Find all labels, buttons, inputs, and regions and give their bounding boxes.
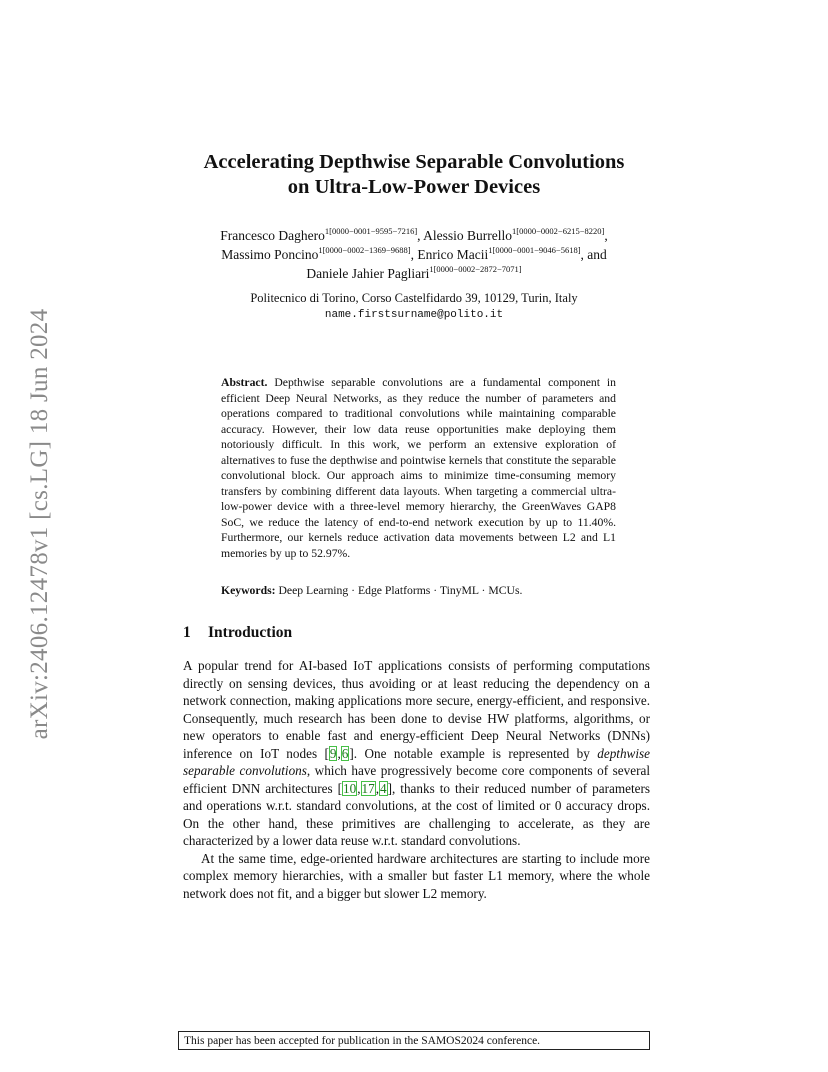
affiliation: Politecnico di Torino, Corso Castelfidardo 39, 10129, Turin, Italy: [250, 291, 578, 305]
text-run: ,: [337, 745, 341, 761]
emphasis: depthwise separable convolutions: [183, 745, 650, 778]
body-text: [183, 657, 650, 902]
author-orcid: 1[0000−0002−1369−9688]: [318, 245, 411, 255]
author-line-3: [0, 264, 828, 283]
section-title: Introduction: [208, 624, 293, 641]
abstract-text: Depthwise separable convolutions are a fundamental component in efficient Deep Neural Networks, as they reduce the number of parameters and operations compared to traditional convolutions while maintaining comparable accuracy. However, their low data reuse opportunities make deploying them notoriously difficult. In this work, we perform an extensive exploration of alternatives to fuse the depthwise and pointwise kernels that constitute the separable convolutional block. Our approach aims to minimize time-consuming memory transfers by combining different data layouts. When targeting a commercial ultra-low-power device with a three-level memory hierarchy, the GreenWaves GAP8 SoC, we reduce the latency of end-to-end network execution by up to 11.40%. Furthermore, our kernels reduce activation data movements between L2 and L1 memories by up to 52.97%.: [221, 376, 617, 560]
affiliation-block: [0, 290, 828, 324]
author-line-2: Massimo Poncino$^{1[0000-0002-1369-9688]}$, Enrico Macii$^{1[0000-0001-9046-5618]}$, and: [221, 245, 607, 262]
abstract-label: Abstract.: [221, 376, 268, 389]
paragraph-1: [183, 657, 650, 850]
author-name: Alessio Burrello: [423, 228, 513, 243]
author-name: Daniele Jahier Pagliari: [306, 266, 430, 281]
title-line-1: Accelerating Depthwise Separable Convolutions: [203, 151, 625, 173]
text-run: ]. One notable example is represented by: [349, 745, 598, 761]
author-name: Massimo Poncino: [221, 247, 319, 262]
section-number: 1: [183, 624, 191, 641]
author-name: Francesco Daghero: [220, 228, 325, 243]
citation-link[interactable]: 6: [341, 745, 349, 761]
author-orcid: 1[0000−0001−9046−5618]: [488, 245, 581, 255]
section-heading: [183, 624, 292, 642]
text-run: ], thanks to their reduced number of parameters and operations w.r.t. standard convolutions, at the cost of limited or 0 accuracy drops. On the other hand, these primitives are challenging to accelerate, as they are characterized by a lower data reuse w.r.t. standard convolutions.: [183, 780, 651, 848]
paper-title: [0, 150, 828, 200]
author-list: [0, 226, 828, 283]
author-orcid: 1[0000−0002−6215−8220]: [512, 226, 605, 236]
email-address[interactable]: name.firstsurname@polito.it: [324, 309, 504, 321]
abstract: [221, 375, 616, 561]
text-run: A popular trend for AI-based IoT applications consists of performing computations directly on sensing devices, thus avoiding or at least reducing the dependency on a network connection, making applications more secure, energy-efficient, and responsive. Consequently, much research has been done to devise HW platforms, algorithms, or new operators to enable fast and energy-efficient Deep Neural Networks (DNNs) inference on IoT nodes [: [183, 658, 650, 761]
publication-note: This paper has been accepted for publication in the SAMOS2024 conference.: [184, 1035, 541, 1047]
citation-link[interactable]: 4: [380, 780, 387, 796]
publication-note-box: [178, 1031, 650, 1050]
author-orcid: 1[0000−0001−9595−7216]: [324, 226, 418, 236]
text-run: ,: [375, 780, 379, 796]
author-line-1: Francesco Daghero$^{1[0000-0001-9595-7216]}$, Alessio Burrello$^{1[0000-0002-6215-8220]}$,: [220, 226, 608, 243]
author-orcid: 1[0000−0002−2872−7071]: [429, 264, 522, 274]
keywords-text: Deep Learning · Edge Platforms · TinyML · MCUs.: [278, 584, 523, 597]
text-run: ,: [357, 780, 361, 796]
keywords: [221, 583, 616, 599]
text-run: , which have progressively become core components of several efficient DNN architectures [: [183, 763, 650, 796]
citation-link[interactable]: 10: [343, 780, 357, 796]
author-name: Enrico Macii: [417, 247, 489, 262]
citation-link[interactable]: 9: [329, 745, 337, 761]
keywords-label: Keywords:: [221, 584, 276, 597]
paragraph-2: At the same time, edge-oriented hardware architectures are starting to include more complex memory hierarchies, with a smaller but faster L1 memory, where the whole network does not fit, and a bigger but slower L2 memory.: [183, 850, 650, 901]
arxiv-identifier-stamp: arXiv:2406.12478v1 [cs.LG] 18 Jun 2024: [26, 308, 53, 740]
citation-link[interactable]: 17: [361, 780, 375, 796]
title-line-2: on Ultra-Low-Power Devices: [287, 176, 541, 198]
